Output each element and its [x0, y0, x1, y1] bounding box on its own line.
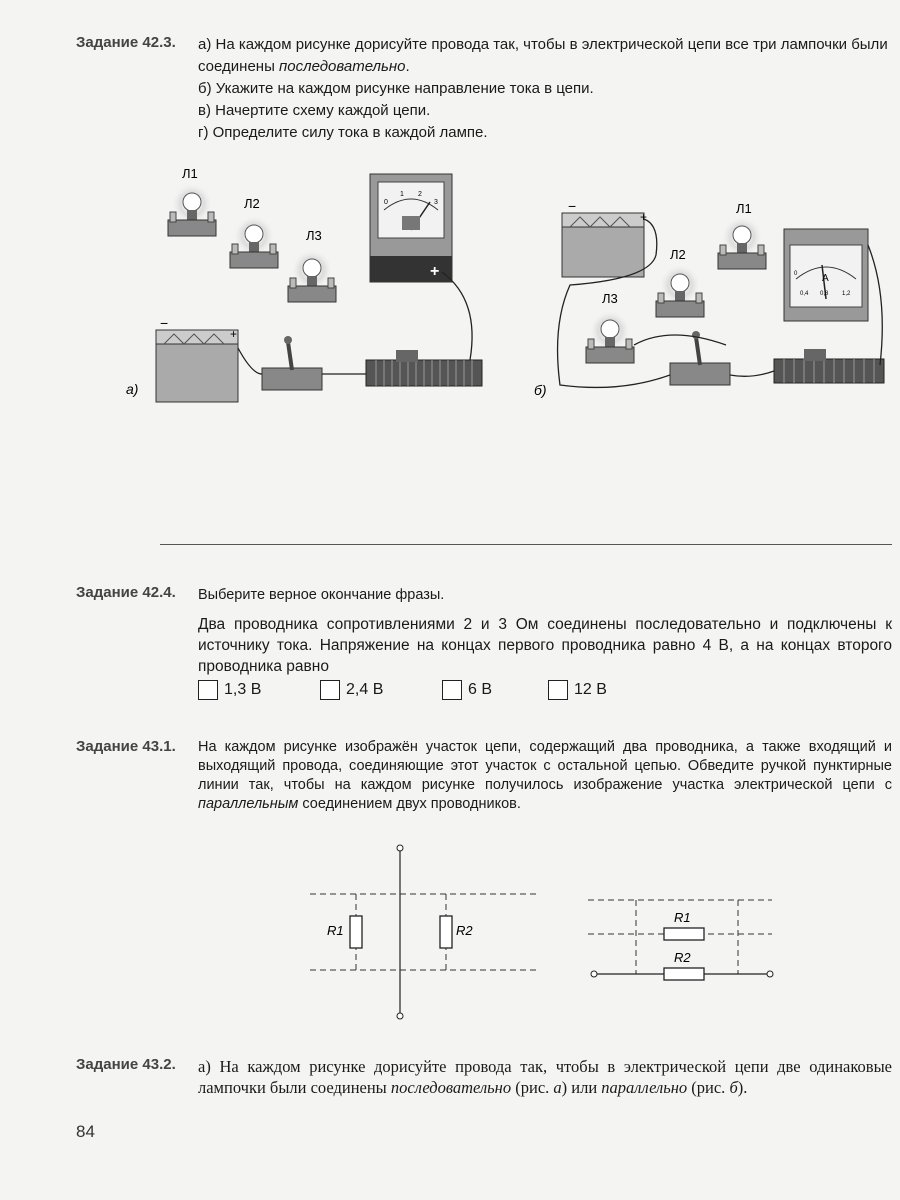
circuit-figure-b [530, 195, 892, 410]
task-42-4-options [198, 680, 898, 706]
svg-text:3: 3 [434, 199, 438, 206]
r2-label-right: R2 [674, 950, 691, 965]
r2-label: R2 [456, 923, 473, 938]
checkbox-4[interactable] [548, 680, 568, 700]
resistor-r1 [350, 916, 362, 948]
task-43-2-label: Задание 43.2. [76, 1056, 176, 1073]
task-42-3-item-v: в) Начертите схему каждой цепи. [198, 102, 431, 119]
checkbox-2[interactable] [320, 680, 340, 700]
rheostat-b [774, 349, 884, 383]
ammeter-plus: + [430, 263, 440, 280]
lamp-b-l2 [656, 265, 704, 317]
lamp-l3-label: Л3 [306, 228, 322, 243]
checkbox-1[interactable] [198, 680, 218, 700]
lamp-b-l3-label: Л3 [602, 291, 618, 306]
parallel-diagram-right [582, 880, 782, 990]
figure-b-label: б) [534, 382, 547, 398]
svg-text:+: + [230, 327, 238, 341]
option-2[interactable]: 2,4 В [320, 680, 383, 700]
switch-b [670, 331, 730, 385]
lamp-l2 [230, 216, 278, 268]
rheostat-a [366, 350, 482, 386]
lamp-l1 [168, 184, 216, 236]
battery-a [156, 315, 238, 402]
svg-text:0: 0 [794, 271, 798, 277]
svg-text:+: + [640, 210, 648, 224]
checkbox-3[interactable] [442, 680, 462, 700]
circuit-figure-a [120, 160, 500, 410]
resistor-r1-right [664, 928, 704, 940]
task-42-3-item-g: г) Определите силу тока в каждой лампе. [198, 124, 488, 141]
lamp-b-l1-label: Л1 [736, 201, 752, 216]
task-42-3-body [198, 34, 900, 144]
ammeter-a [370, 174, 452, 282]
battery-b [562, 198, 647, 277]
option-1[interactable]: 1,3 В [198, 680, 261, 700]
svg-text:A: A [822, 273, 829, 284]
switch-a [262, 336, 322, 390]
svg-text:2: 2 [418, 191, 422, 198]
r1-label: R1 [327, 923, 344, 938]
task-42-3-item-b: б) Укажите на каждом рисунке направление тока в цепи. [198, 80, 594, 97]
svg-text:−: − [568, 198, 577, 214]
task-42-3-label: Задание 42.3. [76, 34, 176, 51]
svg-text:0: 0 [384, 199, 388, 206]
svg-text:0,8: 0,8 [820, 291, 829, 297]
resistor-r2-right [664, 968, 704, 980]
svg-text:−: − [160, 315, 169, 331]
r1-label-right: R1 [674, 910, 691, 925]
option-3[interactable]: 6 В [442, 680, 492, 700]
ammeter-b [784, 229, 868, 321]
task-43-1-text: На каждом рисунке изображён участок цепи, содержащий два проводника, а также входящий и выходящий провода, соединяющие этот участок с остальной цепью. Обведите ручкой пунктирные линии так, чтобы на каждом рисунке получилось изображение участка электрической цепи с параллельным соединением двух проводников. [198, 739, 892, 812]
figure-a-label: а) [126, 381, 139, 397]
task-42-3-item-a: а) На каждом рисунке дорисуйте провода так, чтобы в электрической цепи все три лампочки были соединены последовательно. [198, 36, 888, 75]
lamp-l1-label: Л1 [182, 166, 198, 181]
lamp-l3 [288, 250, 336, 302]
svg-text:0,4: 0,4 [800, 291, 809, 297]
task-42-4-statement: Два проводника сопротивлениями 2 и 3 Ом соединены последовательно и подключены к источнику тока. Напряжение на концах первого проводника равно 4 В, а на концах второго проводника равно [198, 616, 892, 675]
page-number: 84 [76, 1122, 95, 1141]
lamp-l2-label: Л2 [244, 196, 260, 211]
section-divider [160, 544, 892, 545]
svg-text:1: 1 [400, 191, 404, 198]
lamp-b-l1 [718, 217, 766, 269]
svg-text:1,2: 1,2 [842, 291, 851, 297]
task-42-4-label: Задание 42.4. [76, 584, 176, 601]
resistor-r2 [440, 916, 452, 948]
task-42-4-intro: Выберите верное окончание фразы. [198, 587, 445, 603]
parallel-diagram-left [300, 842, 550, 1024]
task-43-1-label: Задание 43.1. [76, 738, 176, 755]
lamp-b-l2-label: Л2 [670, 247, 686, 262]
task-43-2-text: а) На каждом рисунке дорисуйте провода так, чтобы в электрической цепи две одинаковые лампочки были соединены последовательно (рис. а) или параллельно (рис. б). [198, 1057, 892, 1097]
lamp-b-l3 [586, 311, 634, 363]
option-4[interactable]: 12 В [548, 680, 607, 700]
